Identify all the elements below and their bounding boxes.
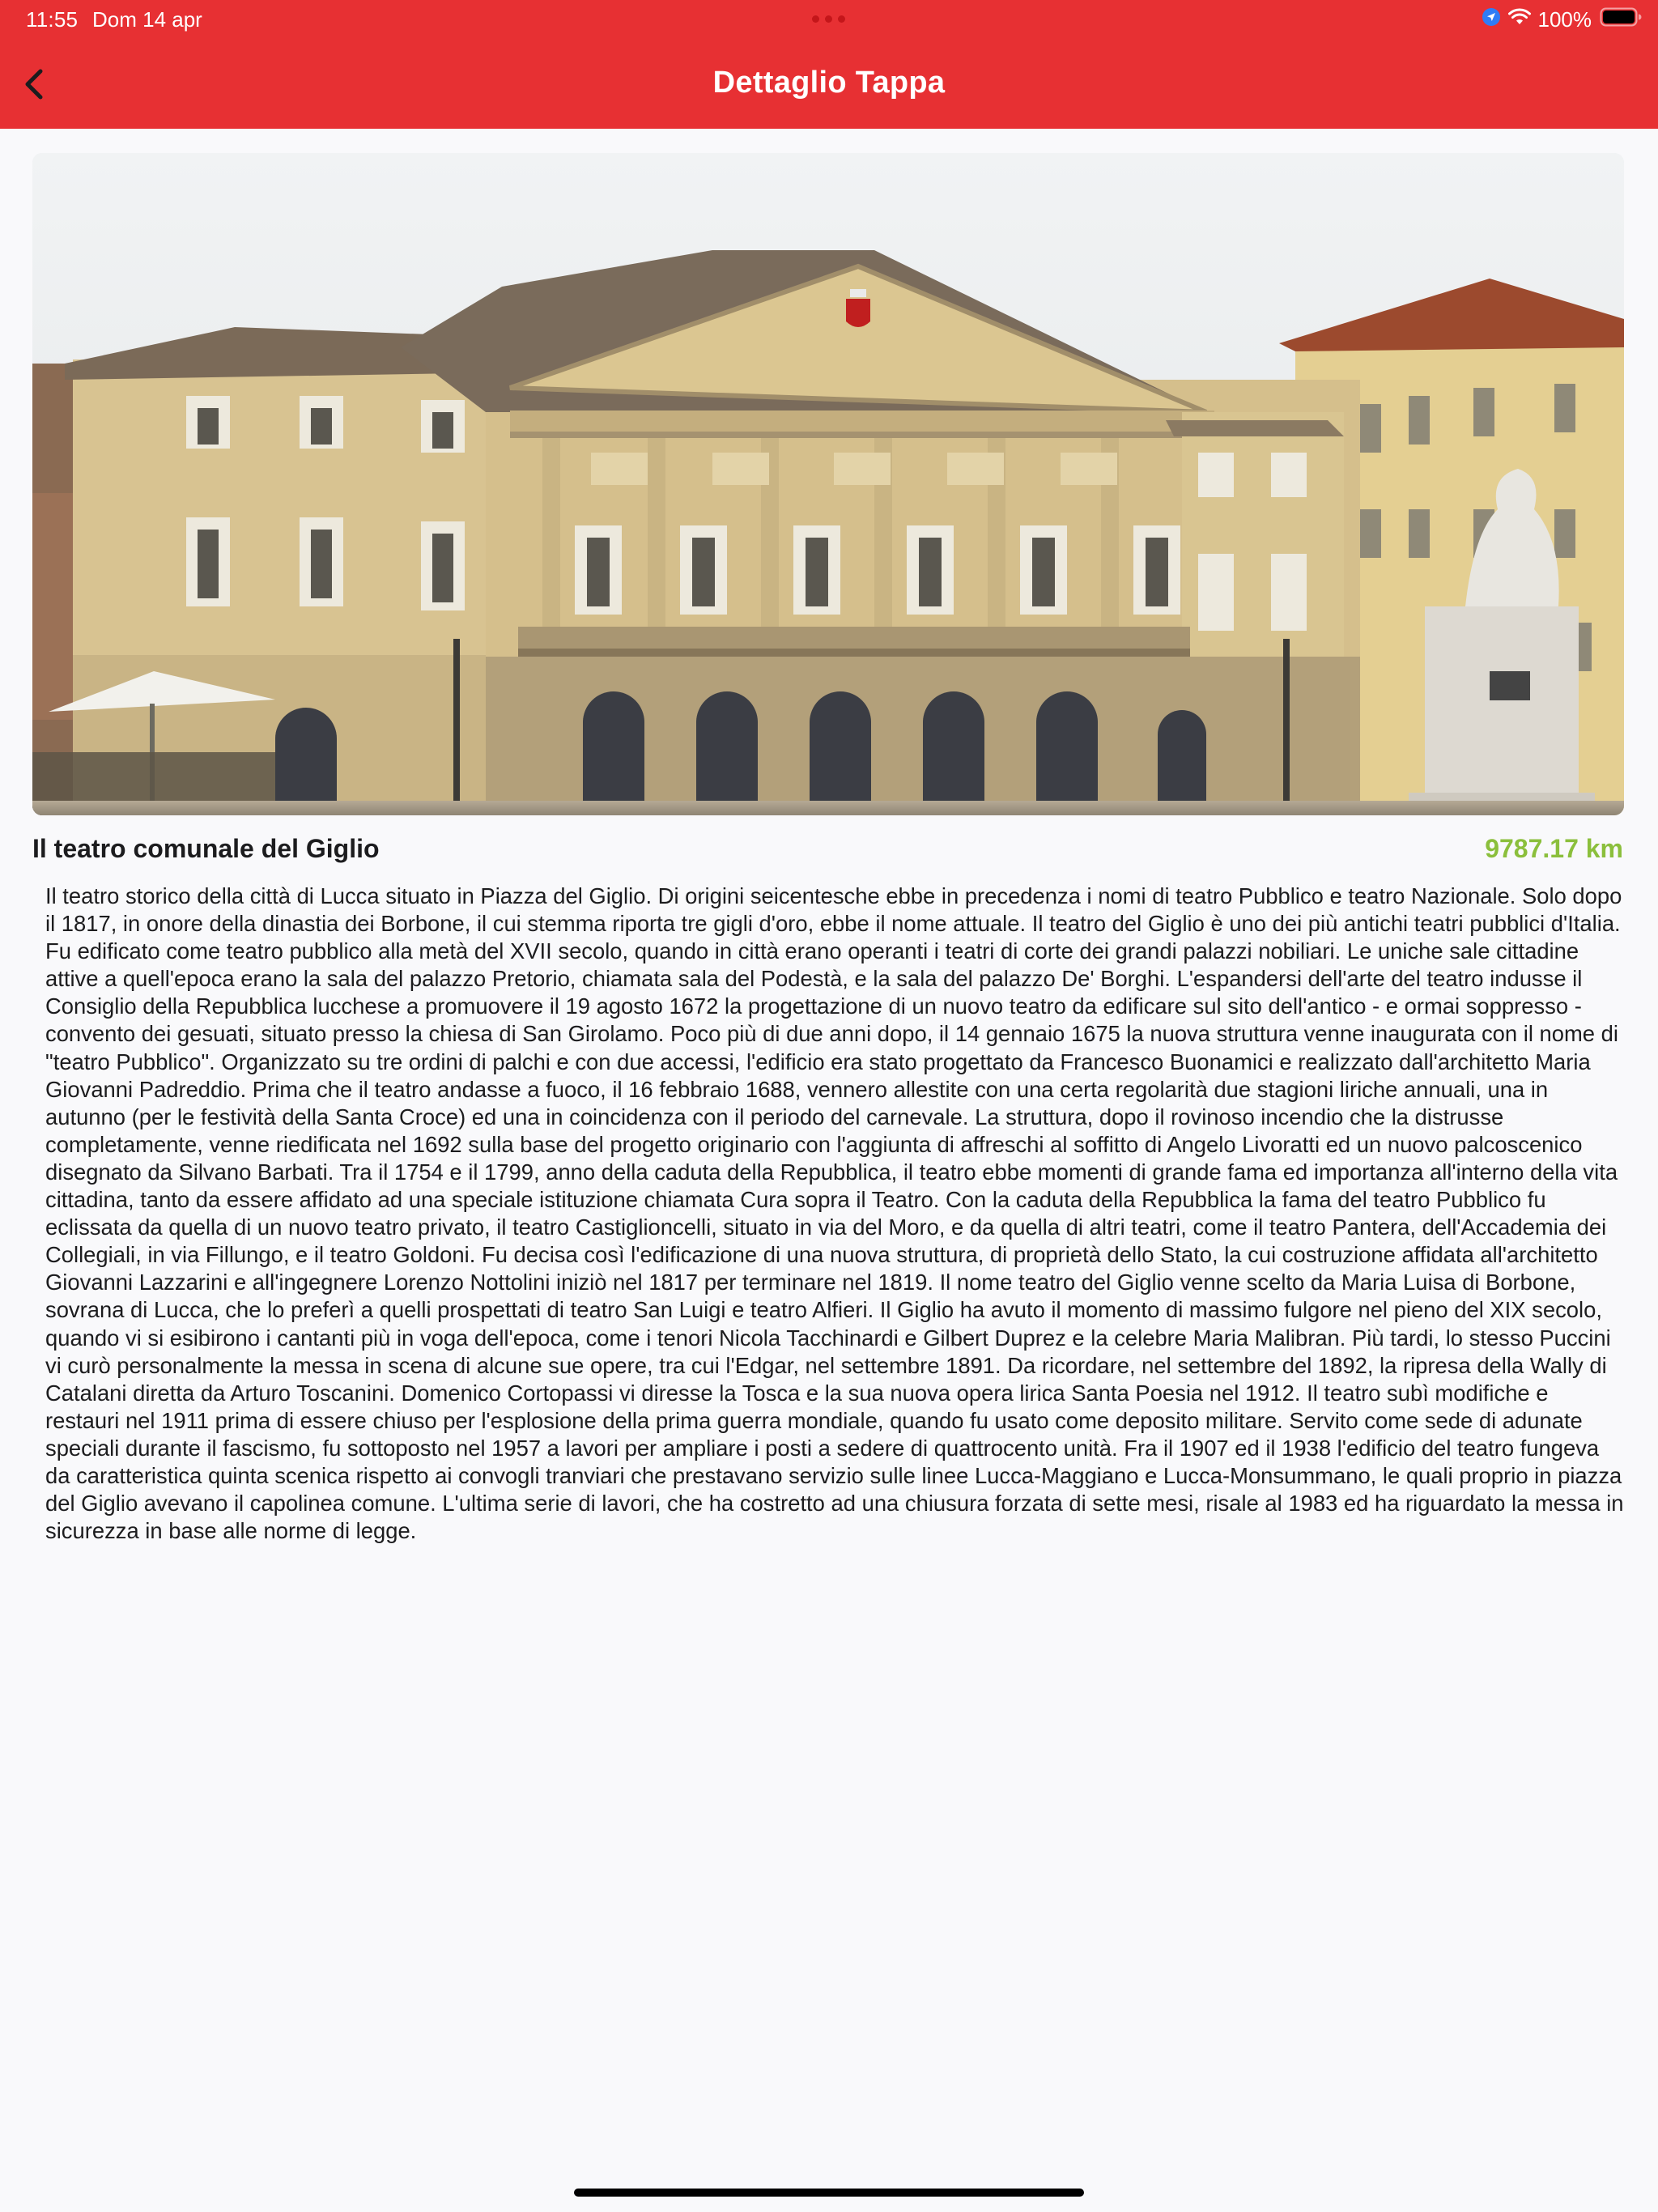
location-arrow-icon [1482, 7, 1501, 32]
navigation-bar [0, 39, 1658, 129]
poi-title: Il teatro comunale del Giglio [32, 834, 380, 863]
status-bar [0, 0, 1658, 39]
battery-icon [1600, 6, 1642, 33]
status-indicators [1475, 6, 1643, 32]
battery-percentage: 100% [1537, 6, 1592, 32]
poi-distance: 9787.17 km [1485, 834, 1623, 863]
multitasking-dots-icon[interactable] [812, 15, 848, 23]
poi-image [32, 153, 1624, 815]
app-header [0, 0, 1658, 129]
status-date: Dom 14 apr [92, 7, 202, 32]
poi-description: Il teatro storico della città di Lucca situato in Piazza del Giglio. Di origini seicentesche ebbe in precedenza i nomi di teatro Pubblico e teatro Nazionale. Solo dopo il 1817, in onore della dinastia dei Borbone, il cui stemma riporta tre gigli d'oro, ebbe il nome attuale. Il teatro del Giglio è uno dei più antichi teatri pubblici d'Italia. Fu edificato come teatro pubblico alla metà del XVII secolo, quando in città erano operanti i teatri di corte dei grandi palazzi nobiliari. Le uniche sale cittadine attive a quell'epoca erano la sala del palazzo Pretorio, chiamata sala del Podestà, e la sala del palazzo De' Borghi. L'espandersi dell'arte del teatro indusse il Consiglio della Repubblica lucchese a promuovere il 19 agosto 1672 la progettazione di un nuovo teatro da edificare sul sito dell'antico - e ormai soppresso - convento dei gesuati, situato presso la chiesa di San Girolamo. Poco più di due anni dopo, il 14 gennaio 1675 la nuova struttura venne inaugurata con il nome di "teatro Pubblico". Organizzato su tre ordini di palchi e con due accessi, l'edificio era stato progettato da Francesco Buonamici e realizzato dall'architetto Maria Giovanni Padreddio. Prima che il teatro andasse a fuoco, il 16 febbraio 1688, vennero allestite con una certa regolarità due stagioni liriche annuali, una in autunno (per le festività della Santa Croce) ed una in coincidenza con il periodo del carnevale. La struttura, dopo il rovinoso incendio che la distrusse completamente, venne riedificata nel 1692 sulla base del progetto originario con l'aggiunta di affreschi al soffitto di Angelo Livoratti ed un nuovo palcoscenico disegnato da Silvano Barbati. Tra il 1754 e il 1799, anno della caduta della Repubblica, il teatro ebbe momenti di grande fama ed importanza all'interno della vita cittadina, tanto da essere affidato ad una speciale istituzione chiamata Cura sopra il Teatro. Con la caduta della Repubblica la fama del teatro Pubblico fu eclissata da quella di un nuovo teatro privato, il teatro Castiglioncelli, situato in via del Moro, e da quella di altri teatri, come il teatro Pantera, dell'Accademia dei Collegiali, in via Fillungo, e il teatro Goldoni. Fu decisa così l'edificazione di una nuova struttura, di proprietà dello Stato, la cui costruzione affidata all'architetto Giovanni Lazzarini e all'ingegnere Lorenzo Nottolini iniziò nel 1817 per terminare nel 1819. Il nome teatro del Giglio venne scelto da Maria Luisa di Borbone, sovrana di Lucca, che lo preferì a quelli prospettati di teatro San Luigi e teatro Alfieri. Il Giglio ha avuto il momento di massimo fulgore nel pieno del XIX secolo, quando vi si esibirono i cantanti più in voga dell'epoca, come i tenori Nicola Tacchinardi e Gilbert Duprez e la celebre Maria Malibran. Più tardi, lo stesso Puccini vi curò personalmente la messa in scena di alcune sue opere, tra cui l'Edgar, nel settembre 1891. Da ricordare, nel settembre del 1892, la ripresa della Wally di Catalani diretta da Arturo Toscanini. Domenico Cortopassi vi diresse la Tosca e la sua nuova opera lirica Santa Poesia nel 1912. Il teatro subì modifiche e restauri nel 1911 prima di essere chiuso per l'esplosione della prima guerra mondiale, quando fu usato come deposito militare. Servito come sede di adunate speciali durante il fascismo, fu sottoposto nel 1957 a lavori per ampliare i posti a sedere di quattrocento unità. Fra il 1907 ed il 1938 l'edificio del teatro fungeva da caratteristica quinta scenica rispetto ai convogli tranviari che prestavano servizio sulle linee Lucca-Maggiano e Lucca-Monsummano, le quali proprio in piazza del Giglio avevano il capolinea comune. L'ultima serie di lavori, che ha costretto ad una chiusura forzata di sette mesi, risale al 1983 ed ha riguardato la messa in sicurezza in base alle norme di legge. [45, 883, 1624, 1544]
page-title: Dettaglio Tappa [712, 66, 946, 100]
status-time: 11:55 [26, 7, 79, 32]
home-indicator[interactable] [574, 2189, 1084, 2197]
wifi-icon [1507, 7, 1532, 32]
